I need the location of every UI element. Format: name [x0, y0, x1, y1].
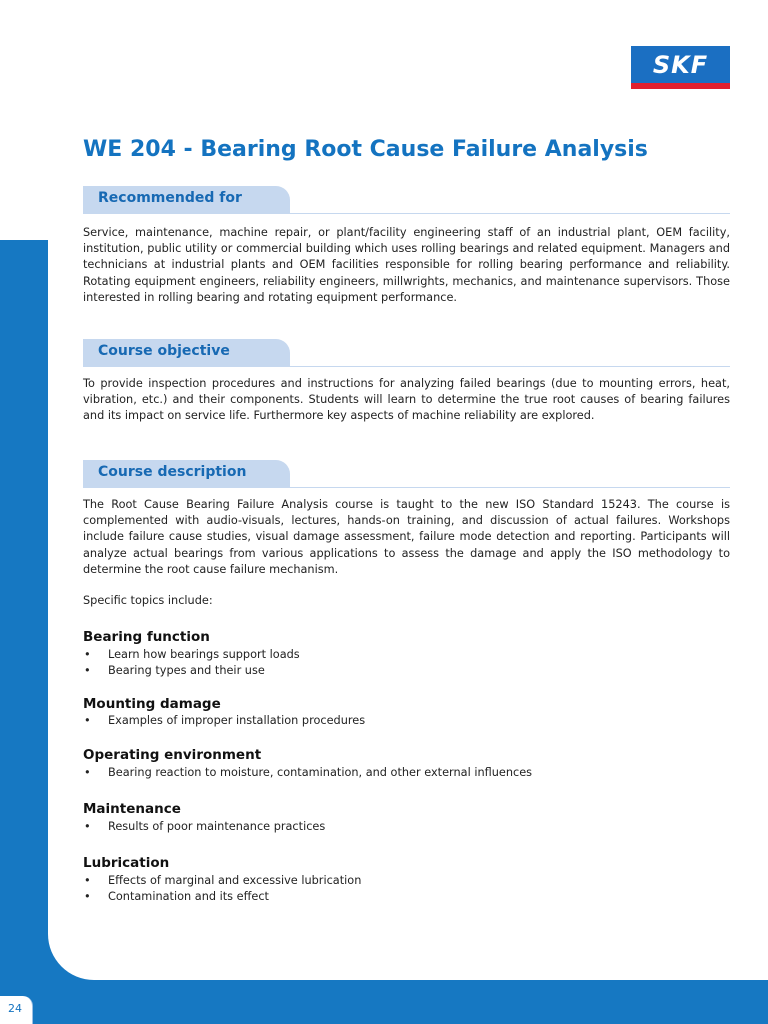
section-tab-description: [83, 460, 290, 488]
description-text: The Root Cause Bearing Failure Analysis course is taught to the new ISO Standard 15243. The course is complemented with audio-visuals, lectures, hands-on training, and discussion of actual failures. Workshops include failure cause studies, visual damage assessment, failure mode detection and reporting. Participants will analyze actual bearings from various applications to assess the damage and apply the ISO methodology to determine the root cause failure mechanism.: [83, 498, 730, 576]
list-item: • Bearing types and their use: [83, 663, 300, 679]
page-number: 24: [8, 1002, 22, 1015]
topic-heading: Operating environment: [83, 747, 262, 763]
section-heading: Course objective: [98, 343, 230, 359]
list-item: • Bearing reaction to moisture, contamination, and other external influences: [83, 765, 532, 781]
recommended-text: Service, maintenance, machine repair, or plant/facility engineering staff of an industrial plant, OEM facility, institution, public utility or commercial building which uses rolling bearings and related equipment. Managers and technicians at industrial plants and OEM facilities responsible for rolling bearing performance and reliability. Rotating equipment engineers, reliability engineers, millwrights, mechanics, and maintenance supervisors. Those interested in rolling bearing and rotating equipment performance.: [83, 226, 730, 304]
logo-text: SKF: [652, 50, 709, 79]
logo-red-bar: [631, 83, 730, 89]
list-item: • Contamination and its effect: [83, 889, 361, 905]
section-rule: [83, 487, 730, 488]
skf-logo: [631, 46, 730, 90]
list-item: • Effects of marginal and excessive lubrication: [83, 873, 361, 889]
topic-list: [83, 765, 532, 781]
objective-text: To provide inspection procedures and instructions for analyzing failed bearings (due to mounting errors, heat, vibration, etc.) and their components. Students will learn to determine the true root causes of bearing failures and its impact on service life. Furthermore key aspects of machine reliability are explored.: [83, 377, 730, 423]
topic-list: [83, 819, 325, 835]
page-number-tab: [0, 996, 33, 1024]
topic-list: [83, 873, 361, 905]
topic-heading: Bearing function: [83, 629, 210, 645]
list-item: • Learn how bearings support loads: [83, 647, 300, 663]
topic-heading: Mounting damage: [83, 696, 221, 712]
section-tab-recommended: [83, 186, 290, 214]
topics-intro: Specific topics include:: [83, 594, 213, 607]
section-heading: Course description: [98, 464, 247, 480]
section-tab-objective: [83, 339, 290, 367]
section-heading: Recommended for: [98, 190, 242, 206]
topic-heading: Maintenance: [83, 801, 181, 817]
topic-heading: Lubrication: [83, 855, 170, 871]
topic-list: [83, 713, 365, 729]
list-item: • Results of poor maintenance practices: [83, 819, 325, 835]
section-rule: [83, 213, 730, 214]
list-item: • Examples of improper installation procedures: [83, 713, 365, 729]
topic-list: [83, 647, 300, 679]
section-rule: [83, 366, 730, 367]
page-title: WE 204 - Bearing Root Cause Failure Analysis: [83, 137, 648, 162]
